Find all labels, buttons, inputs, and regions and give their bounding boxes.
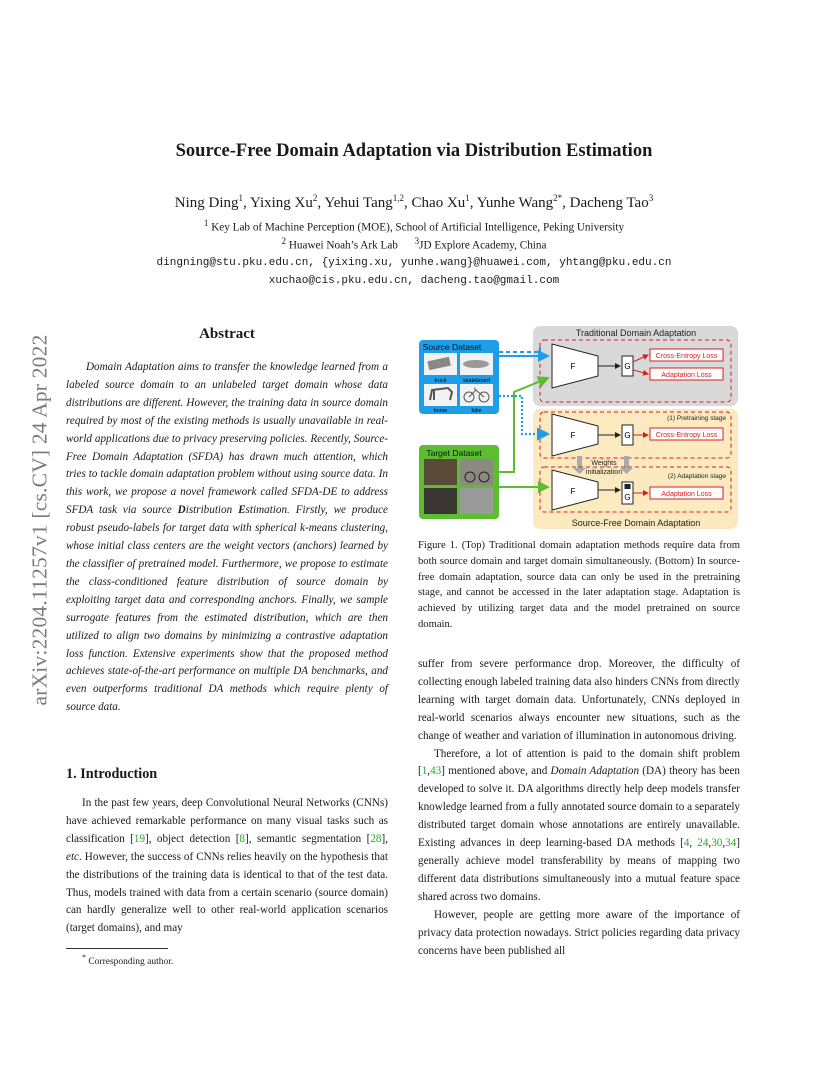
arxiv-id-text: arXiv:2204.11257v1 [cs.CV] 24 Apr 2022 (27, 334, 52, 706)
net-g-label: G (624, 493, 631, 502)
weights-label: Weights (591, 460, 617, 467)
citation-link[interactable]: 4 (683, 837, 690, 850)
target-dataset-label: Target Dataset (426, 448, 482, 458)
pretraining-stage-label: (1) Pretraining stage (667, 415, 726, 422)
net-f-label: F (570, 431, 576, 440)
net-f-label: F (570, 487, 576, 496)
author: Ning Ding$^1$, (174, 193, 250, 211)
footnote: * Corresponding author. (82, 953, 174, 968)
paragraph: However, people are getting more aware of the importance of privacy data protection nowadays. Strict policies regarding data privacy concerns have been published all (418, 908, 740, 957)
adaptation-loss-label: Adaptation Loss (661, 491, 712, 498)
citation-link[interactable]: 19 (133, 832, 146, 845)
paragraph: Therefore, a lot of attention is paid to the domain shift problem [1,43] mentioned above, and Domain Adaptation (DA) theory has been developed to solve it. DA algorithms directly help deep models transfer knowledge learned from a fully annotated source domain to a separately distributed target domain whose annotations are entirely unavailable. Existing advances in deep learning-based DA methods [4, 24,30,34] generally achieve model transferability by means of mapping two different data distributions simultaneously into a mutual feature space shared across two domains. (418, 747, 740, 903)
author: Dacheng Tao$^3$ (569, 193, 654, 211)
citation-link[interactable]: 28 (370, 832, 382, 845)
target-image-2 (460, 459, 493, 485)
introduction-right-column (418, 656, 740, 960)
abstract-heading: Abstract (199, 326, 255, 342)
affiliation-2-3: $^2$ Huawei Noah’s Ark Lab $^3$JD Explore Academy, China (281, 236, 547, 252)
source-label: bike (471, 408, 482, 414)
cross-entropy-loss-label: Cross-Entropy Loss (655, 353, 718, 360)
net-g-label: G (624, 362, 631, 371)
lock-icon (625, 484, 631, 489)
citation-link[interactable]: 30 (711, 837, 723, 850)
email-line-2: xuchao@cis.pku.edu.cn, dacheng.tao@gmail.com (268, 275, 560, 287)
weights-arrow (624, 456, 629, 470)
net-g-label: G (624, 431, 631, 440)
citation-link[interactable]: 1 (421, 765, 428, 778)
source-free-da-title: Source-Free Domain Adaptation (571, 518, 701, 528)
affiliation-1: $^1$ Key Lab of Machine Perception (MOE), School of Artificial Intelligence, Peking University (203, 218, 625, 234)
source-dataset-label: Source Dataset (422, 342, 482, 352)
citation-link[interactable]: 43 (430, 765, 442, 778)
traditional-da-title: Traditional Domain Adaptation (575, 328, 697, 338)
initialization-label: initialization (585, 469, 623, 476)
source-label: truck (434, 378, 447, 384)
arxiv-identifier (22, 280, 58, 760)
weights-arrow (577, 456, 582, 470)
target-image-3 (424, 488, 457, 514)
citation-link[interactable]: 34 (725, 837, 737, 850)
source-label: horse (433, 408, 448, 414)
email-line-1: dingning@stu.pku.edu.cn, {yixing.xu, yunhe.wang}@huawei.com, yhtang@pku.edu.cn (156, 257, 672, 269)
footnote-rule (66, 948, 168, 949)
net-f-label: F (570, 362, 576, 371)
figure-1-diagram (416, 322, 742, 532)
adaptation-stage-label: (2) Adaptation stage (667, 473, 726, 480)
author-list (0, 193, 828, 212)
citation-link[interactable]: 24 (697, 837, 709, 850)
citation-link[interactable]: 8 (239, 832, 245, 845)
cross-entropy-loss-label: Cross-Entropy Loss (655, 432, 718, 439)
author: Yehui Tang$^{1,2}$, (324, 193, 412, 211)
abstract-body: Domain Adaptation aims to transfer the knowledge learned from a labeled source domain to an unlabeled target domain whose data distributions are different. However, the training data in source domain required by most of the existing methods is usually unavailable in real-world applications due to privacy preserving policies. Recently, Source-Free Domain Adaptation (SFDA) has drawn much attention, which tries to tackle domain adaptation problem without using source data. In this work, we propose a novel framework called SFDA-DE to address SFDA task via source Distribution Estimation. Firstly, we produce robust pseudo-labels for target data with spherical k-means clustering, whose initial class centers are the weight vectors (anchors) learned by the classifier of pretrained model. Furthermore, we propose to estimate the class-conditioned feature distribution of source domain by exploiting target data and corresponding anchors. Finally, we sample surrogate features from the estimated distribution, which are then utilized to align two domains by minimizing a contrastive adaptation loss function. Extensive experiments show that the proposed method achieves state-of-the-art performance on multiple DA benchmarks, and even outperforms traditional DA methods which require plenty of source data. (66, 361, 388, 714)
figure-1-caption: Figure 1. (Top) Traditional domain adaptation methods require data from both source domain and target domain simultaneously. (Bottom) In source-free domain adaptation, source data can only be used in the pretraining stage, and cannot be accessed in the later adaptation stage. Adaptation is achieved by utilizing target data and the model pretrained on source domain. (418, 540, 740, 630)
author: Yunhe Wang$^{2*}$, (476, 193, 570, 211)
adaptation-loss-label: Adaptation Loss (661, 372, 712, 379)
target-image-4 (460, 488, 493, 514)
paper-title: Source-Free Domain Adaptation via Distribution Estimation (175, 141, 653, 161)
source-label: skateboard (462, 378, 491, 384)
paragraph: suffer from severe performance drop. Moreover, the difficulty of collecting enough labeled training data also hinders CNNs from directly learning with target domain data. Unfortunately, CNNs deployed in real-world scenarios always encounter new situations, such as the change of weather and variation of illumination in autonomous driving. (418, 658, 740, 742)
author: Chao Xu$^1$, (411, 193, 477, 211)
target-image-1 (424, 459, 457, 485)
introduction-heading: 1. Introduction (66, 766, 158, 782)
author: Yixing Xu$^2$, (249, 193, 325, 211)
introduction-left-column: In the past few years, deep Convolutional Neural Networks (CNNs) have achieved remarkable performance on many visual tasks such as classification [19], object detection [8], semantic segmentation [28], etc. However, the success of CNNs relies heavily on the hypothesis that the distributions of the training data is identical to that of the test data. Thus, models trained with data from a certain scenario (source domain) can hardly generalize well to other real-world application scenarios (target domains), and may (66, 797, 388, 935)
